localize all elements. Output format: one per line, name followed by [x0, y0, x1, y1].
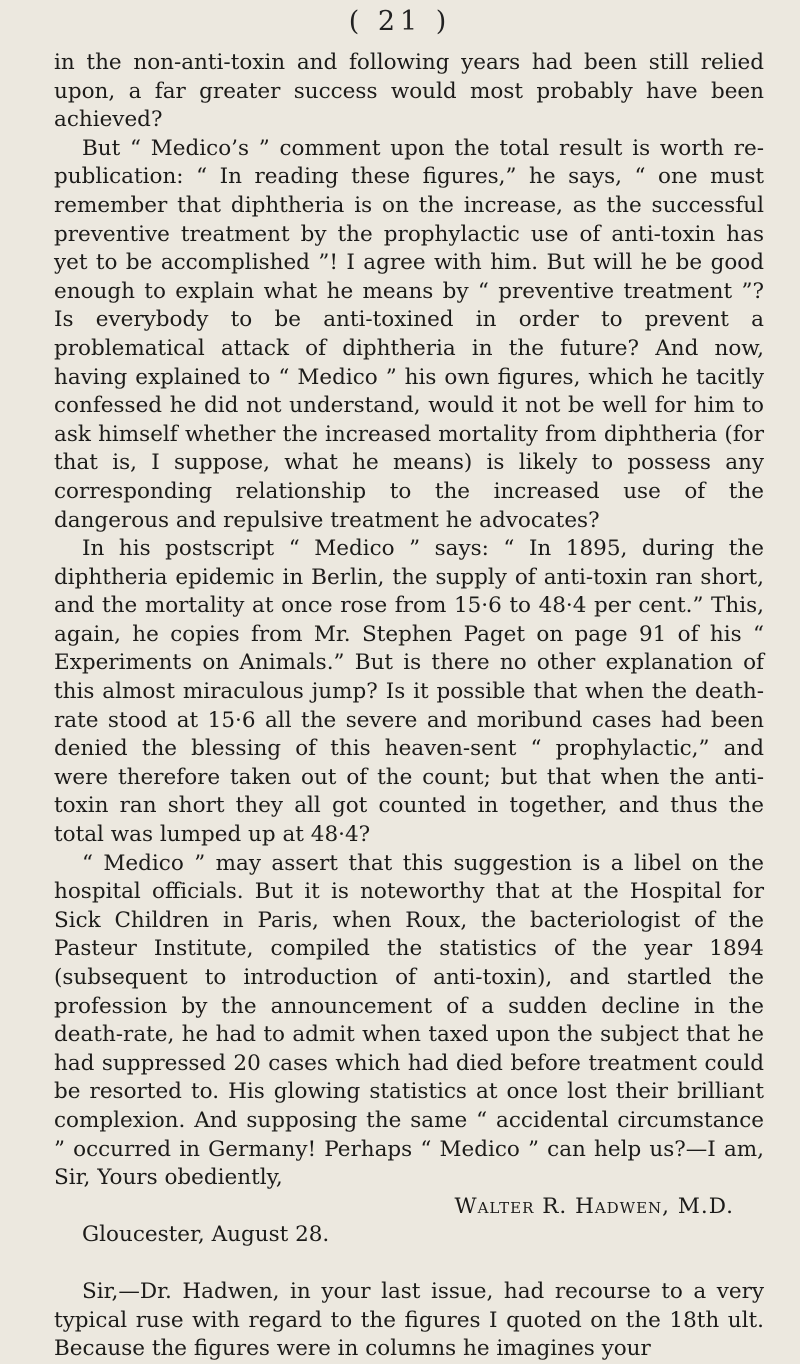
- paragraph-roux: “ Medico ” may assert that this suggestion is a libel on the hospital officials. But it is noteworthy that at the Hospital for Sick Children in Paris, when Roux, the bacteriologist of the Pasteur Institute, compiled the statistics of the year 1894 (subsequent to introduction of anti-toxin), and startled the profession by the announcement of a sudden decline in the death-rate, he had to admit when taxed upon the subject that he had suppressed 20 cases which had died before treatment could be resorted to. His glowing statistics at once lost their brilliant complexion. And supposing the same “ accidental circumstance ” occurred in Germany! Perhaps “ Medico ” can help us?—I am, Sir, Yours obediently,: [54, 850, 764, 1191]
- paragraph-medico-comment: But “ Medico’s ” comment upon the total result is worth re-publication: “ In reading these figures,” he says, “ one must remember that diphtheria is on the increase, as the successful preventive treatment by the prophylactic use of anti-toxin has yet to be accomplished ”! I agree with him. But will he be good enough to explain what he means by “ preventive treatment ”? Is everybody to be anti-toxined in order to prevent a problematical attack of diphtheria in the future? And now, having explained to “ Medico ” his own figures, which he tacitly confessed he did not understand, would it not be well for him to ask himself whether the increased mortality from diphtheria (for that is, I suppose, what he means) is likely to possess any corresponding relationship to the increased use of the dangerous and repulsive treatment he advocates?: [54, 135, 764, 533]
- section-gap: [54, 1250, 764, 1278]
- place-date: Gloucester, August 28.: [82, 1222, 330, 1248]
- paragraph-continuation: in the non-anti-toxin and following years had been still relied upon, a far greater success would most probably have been achieved?: [54, 50, 764, 133]
- page-number: ( 21 ): [348, 6, 452, 37]
- letter-body: [54, 49, 764, 1364]
- paragraph-postscript: In his postscript “ Medico ” says: “ In 1895, during the diphtheria epidemic in Berlin, the supply of anti-toxin ran short, and the mortality at once rose from 15·6 to 48·4 per cent.” This, again, he copies from Mr. Stephen Paget on page 91 of his “ Experiments on Animals.” But is there no other explanation of this almost miraculous jump? Is it possible that when the death-rate stood at 15·6 all the severe and moribund cases had been denied the blessing of this heaven-sent “ prophylactic,” and were therefore taken out of the count; but that when the anti-toxin ran short they all got counted in together, and thus the total was lumped up at 48·4?: [54, 536, 764, 848]
- signature: Walter R. Hadwen, M.D.: [454, 1193, 734, 1219]
- next-letter-paragraph: Sir,—Dr. Hadwen, in your last issue, had recourse to a very typical ruse with regard to the figures I quoted on the 18th ult. Because the figures were in columns he imagines your: [54, 1278, 764, 1362]
